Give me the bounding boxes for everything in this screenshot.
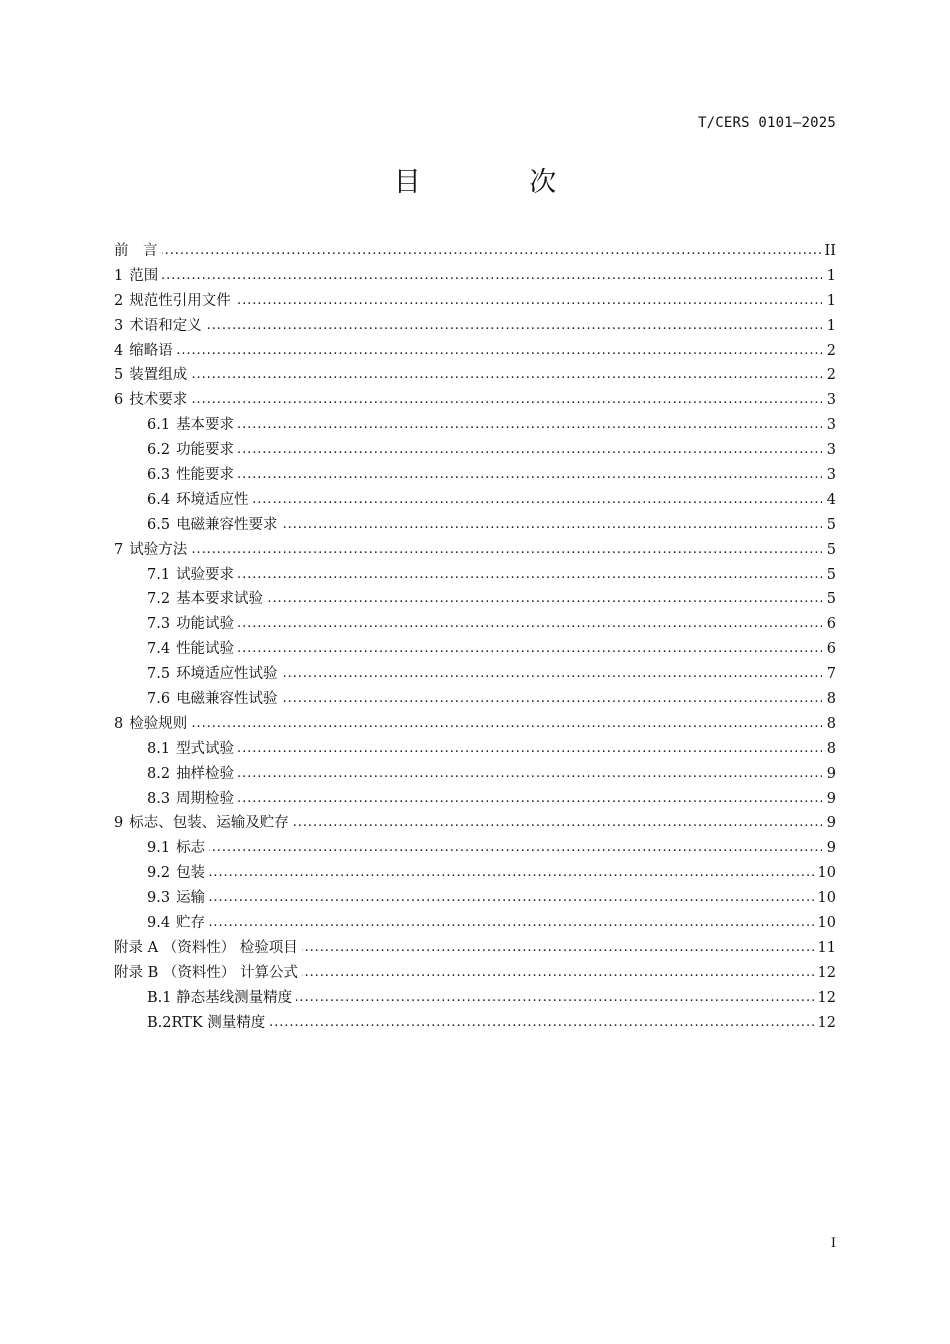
toc-entry-page: 12 [817,964,836,981]
toc-entry-page: 1 [826,267,836,284]
toc-entry-number: 6.4 [147,491,171,508]
toc-entry-number: 7.4 [147,641,171,658]
toc-entry-page: 1 [826,317,836,334]
toc-entry-title: 规范性引用文件 [129,292,231,309]
toc-entry-title: 技术要求 [129,392,188,409]
toc-entry[interactable] [114,737,836,762]
toc-entry-title: 周期检验 [176,790,235,807]
toc-entry[interactable] [114,986,836,1011]
toc-entry[interactable] [114,712,836,737]
toc-entry[interactable] [114,413,836,438]
toc-entry-page: 3 [826,467,836,484]
toc-entry[interactable] [114,662,836,687]
toc-entry[interactable] [114,289,836,314]
toc-entry[interactable] [114,388,836,413]
toc-entry-number: 8.2 [147,765,171,782]
toc-entry[interactable] [114,264,836,289]
toc-dot-leader [282,662,822,687]
toc-entry-page: 10 [817,915,836,932]
toc-entry-title: 标志 [176,840,206,857]
toc-dot-leader [302,961,814,986]
toc-entry-number: 9.3 [147,890,171,907]
toc-entry-title: B.2RTK 测量精度 [147,1014,266,1031]
toc-dot-leader [162,264,822,289]
toc-dot-leader [238,612,822,637]
toc-entry-title: 检验规则 [129,715,188,732]
toc-dot-leader [238,563,822,588]
toc-entry-title: 性能试验 [176,641,235,658]
toc-entry-number: 6.1 [147,417,171,434]
toc-dot-leader [282,513,822,538]
toc-entry[interactable] [114,811,836,836]
toc-entry-number: 2 [114,292,124,309]
toc-entry-title: 功能要求 [176,442,235,459]
toc-entry-title: 试验要求 [176,566,235,583]
table-of-contents [114,239,836,1036]
toc-entry-title: 环境适应性试验 [176,666,278,683]
toc-entry-title: 电磁兼容性试验 [176,691,278,708]
toc-dot-leader [209,911,813,936]
toc-entry-title: 功能试验 [176,616,235,633]
toc-entry[interactable] [114,438,836,463]
toc-dot-leader [209,861,813,886]
toc-entry[interactable] [114,339,836,364]
toc-entry-page: 1 [826,292,836,309]
toc-entry-number: 4 [114,342,124,359]
toc-entry-page: 9 [826,815,836,832]
toc-entry-page: 10 [817,865,836,882]
toc-entry[interactable] [114,836,836,861]
page-number: I [830,1236,836,1251]
toc-entry-number: 6.3 [147,467,171,484]
toc-entry-page: 3 [826,417,836,434]
toc-entry-title: 前 言 [114,243,158,259]
toc-entry-title: 附录 A （资料性） 检验项目 [114,939,298,956]
page-title: 目 次 [393,167,607,198]
toc-entry-title: 基本要求 [176,417,235,434]
toc-entry-number: 9.2 [147,865,171,882]
toc-entry-title: 性能要求 [176,467,235,484]
toc-entry-page: 2 [826,367,836,384]
toc-entry[interactable] [114,637,836,662]
toc-entry-number: 7.5 [147,666,171,683]
toc-entry-title: 范围 [129,267,159,284]
toc-dot-leader [282,687,822,712]
toc-entry-number: 8 [114,715,124,732]
toc-entry-number: 9 [114,815,124,832]
toc-entry-title: 电磁兼容性要求 [176,516,278,533]
toc-entry-page: 2 [826,342,836,359]
toc-dot-leader [253,488,822,513]
toc-entry[interactable] [114,612,836,637]
toc-entry[interactable] [114,1011,836,1036]
toc-entry-number: 7.6 [147,691,171,708]
toc-entry-title: B.1 静态基线测量精度 [147,989,293,1006]
toc-dot-leader [191,388,822,413]
toc-entry-page: 7 [826,666,836,683]
toc-entry[interactable] [114,363,836,388]
toc-dot-leader [267,587,822,612]
toc-entry[interactable] [114,587,836,612]
toc-entry-page: 8 [826,740,836,757]
toc-entry[interactable] [114,538,836,563]
toc-entry-number: 6.5 [147,516,171,533]
toc-entry-page: 5 [826,516,836,533]
standard-code: T/CERS 0101—2025 [697,115,836,131]
toc-entry-title: 缩略语 [129,342,173,359]
toc-entry-title: 运输 [176,890,206,907]
toc-entry[interactable] [114,239,836,264]
toc-dot-leader [209,886,813,911]
toc-entry-number: 5 [114,367,124,384]
toc-entry-number: 7 [114,541,124,558]
toc-dot-leader [177,339,822,364]
toc-entry-number: 6.2 [147,442,171,459]
toc-dot-leader [238,762,822,787]
toc-dot-leader [235,289,822,314]
toc-entry-page: 3 [826,392,836,409]
toc-entry[interactable] [114,488,836,513]
toc-entry[interactable] [114,513,836,538]
toc-dot-leader [296,986,813,1011]
toc-entry-title: 装置组成 [129,367,188,384]
toc-entry-page: 5 [826,566,836,583]
toc-dot-leader [238,463,822,488]
toc-entry-page: 10 [817,890,836,907]
toc-dot-leader [209,836,822,861]
toc-entry-page: 9 [826,765,836,782]
toc-entry-page: 11 [817,939,836,956]
toc-entry-number: 7.2 [147,591,171,608]
toc-entry-title: 试验方法 [129,541,188,558]
toc-dot-leader [238,438,822,463]
toc-dot-leader [238,787,822,812]
toc-entry-number: 7.3 [147,616,171,633]
toc-entry-page: 12 [817,1014,836,1031]
toc-entry-number: 7.1 [147,566,171,583]
toc-entry-title: 贮存 [176,915,206,932]
toc-dot-leader [302,936,814,961]
toc-entry-page: 6 [826,616,836,633]
toc-entry-title: 抽样检验 [176,765,235,782]
toc-entry-page: 5 [826,541,836,558]
toc-dot-leader [206,314,822,339]
toc-entry[interactable] [114,762,836,787]
toc-entry[interactable] [114,886,836,911]
toc-entry[interactable] [114,314,836,339]
toc-entry-title: 基本要求试验 [176,591,264,608]
toc-entry-page: 3 [826,442,836,459]
toc-dot-leader [238,413,822,438]
toc-entry[interactable] [114,563,836,588]
toc-dot-leader [191,538,822,563]
toc-dot-leader [191,712,822,737]
toc-entry-title: 环境适应性 [176,491,249,508]
toc-entry-page: 8 [826,715,836,732]
toc-entry-number: 8.3 [147,790,171,807]
toc-entry[interactable] [114,936,836,961]
toc-entry[interactable] [114,961,836,986]
toc-entry[interactable] [114,861,836,886]
toc-entry-page: 9 [826,840,836,857]
toc-entry-number: 6 [114,392,124,409]
toc-entry-number: 8.1 [147,740,171,757]
toc-entry-page: 6 [826,641,836,658]
toc-dot-leader [238,637,822,662]
toc-entry-title: 型式试验 [176,740,235,757]
toc-entry-page: II [824,243,836,259]
toc-entry[interactable] [114,463,836,488]
toc-entry-title: 附录 B （资料性） 计算公式 [114,964,298,981]
toc-dot-leader [162,239,821,264]
toc-entry-number: 3 [114,317,124,334]
toc-dot-leader [238,737,822,762]
toc-entry-page: 9 [826,790,836,807]
toc-dot-leader [269,1011,813,1036]
toc-entry-number: 9.1 [147,840,171,857]
toc-dot-leader [191,363,822,388]
toc-entry[interactable] [114,787,836,812]
toc-entry-number: 9.4 [147,915,171,932]
toc-entry-title: 包装 [176,865,206,882]
toc-entry-title: 标志、包装、运输及贮存 [129,815,289,832]
toc-entry-number: 1 [114,267,124,284]
toc-entry-page: 4 [826,491,836,508]
toc-entry-page: 5 [826,591,836,608]
toc-entry[interactable] [114,911,836,936]
toc-dot-leader [293,811,822,836]
toc-entry[interactable] [114,687,836,712]
toc-entry-title: 术语和定义 [129,317,202,334]
toc-entry-page: 12 [817,989,836,1006]
toc-entry-page: 8 [826,691,836,708]
